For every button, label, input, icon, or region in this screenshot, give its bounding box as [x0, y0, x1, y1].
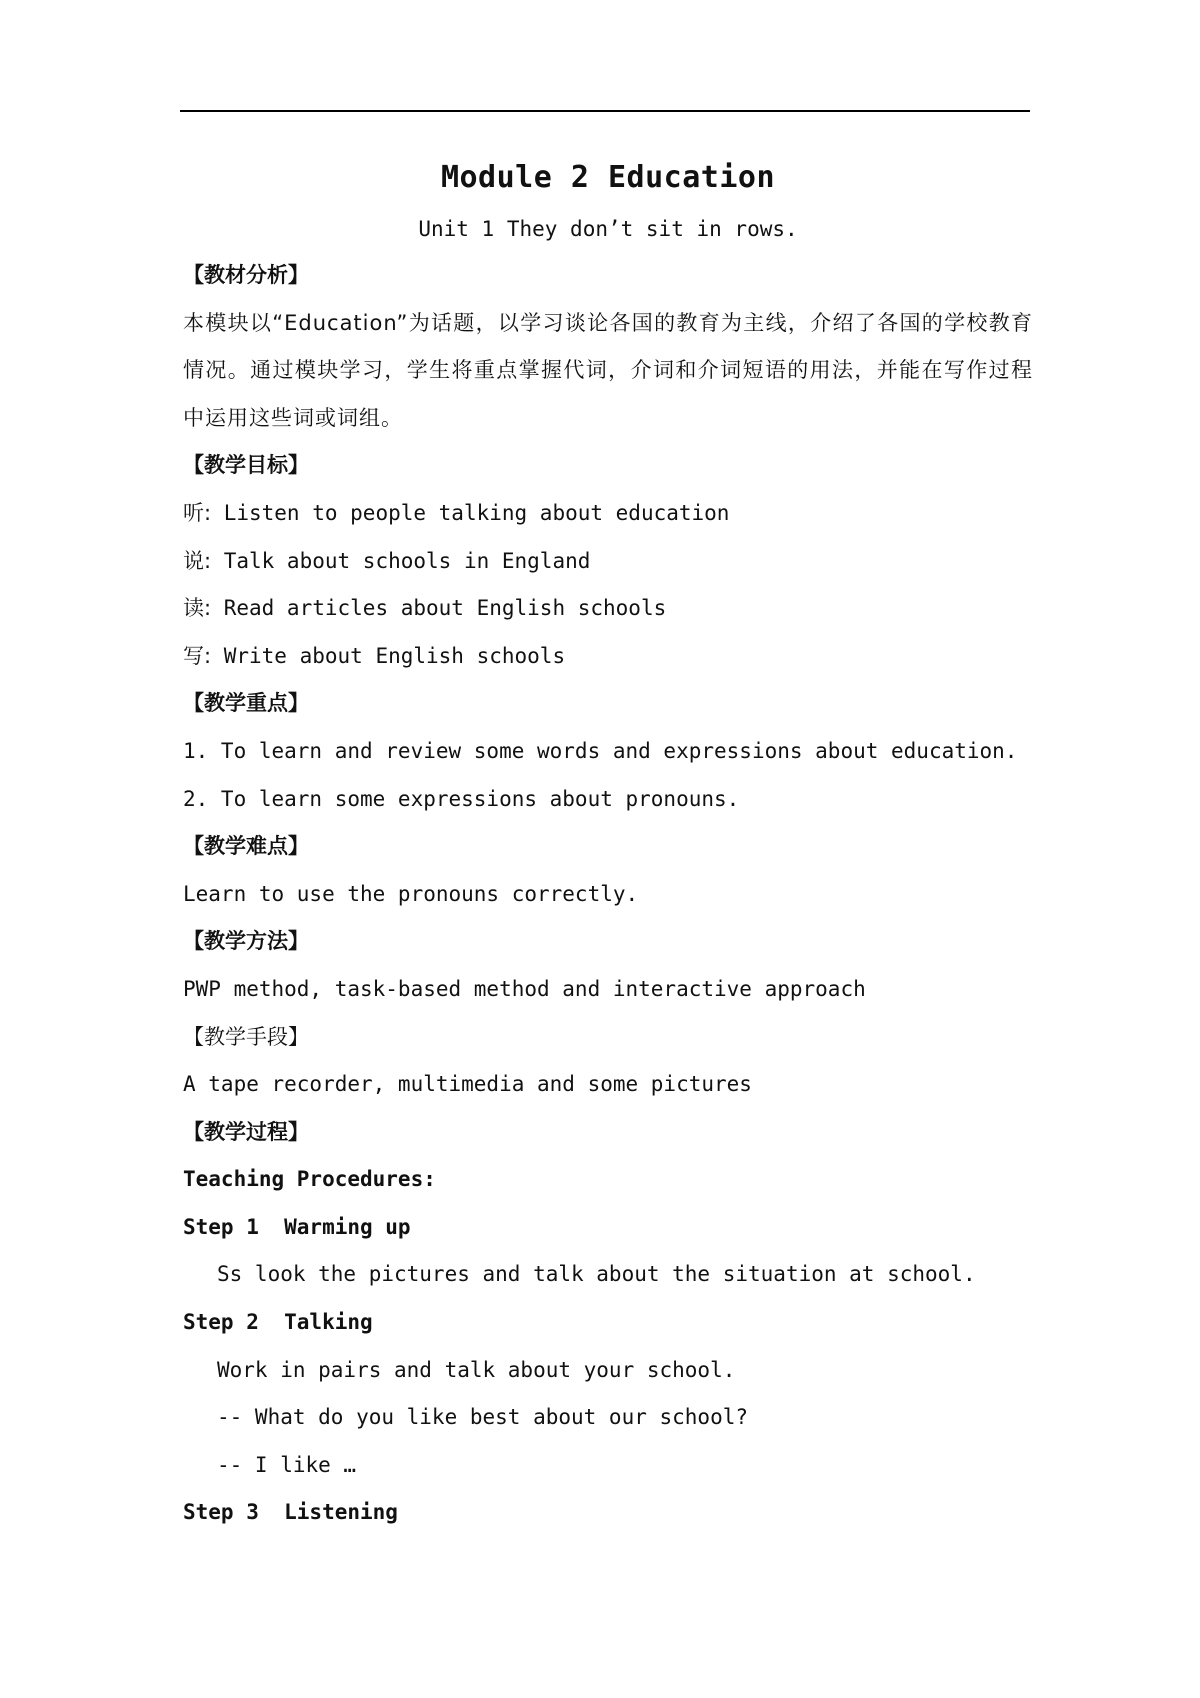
objective-write [183, 633, 1033, 681]
section-heading-process: 【教学过程】 [183, 1119, 309, 1144]
section-heading-methods: 【教学方法】 [183, 929, 309, 954]
methods-text: PWP method, task-based method and interactive approach [183, 976, 866, 1001]
objective-read [183, 585, 1033, 633]
difficulties-text: Learn to use the pronouns correctly. [183, 881, 639, 906]
objective-text: Listen to people talking about education [211, 500, 730, 525]
step-1-text: Ss look the pictures and talk about the situation at school. [217, 1262, 976, 1287]
analysis-text: 本模块以“Education”为话题，以学习谈论各国的教育为主线，介绍了各国的学校教育情况。通过模块学习，学生将重点掌握代词，介词和介词短语的用法，并能在写作过程中运用这些词或词组。 [183, 310, 1033, 430]
objective-label: 写: [183, 643, 212, 668]
section-heading-analysis: 【教材分析】 [183, 263, 309, 287]
objective-text: Talk about schools in England [211, 548, 591, 573]
objective-text: Write about English schools [211, 643, 566, 668]
teaching-procedures-label: Teaching Procedures: [183, 1167, 436, 1192]
section-heading-key-points: 【教学重点】 [183, 691, 309, 716]
step-2-title: Step 2 Talking [183, 1310, 373, 1335]
document-title: Module 2 Education [440, 160, 776, 195]
objective-label: 读: [183, 596, 212, 621]
step-3-title: Step 3 Listening [183, 1500, 398, 1525]
step-2-line-2: -- What do you like best about our school? [217, 1405, 749, 1430]
aids-text: A tape recorder, multimedia and some pictures [183, 1072, 752, 1097]
objective-speak [183, 538, 1033, 586]
objective-label: 听: [183, 500, 212, 525]
objective-text: Read articles about English schools [211, 596, 667, 621]
section-heading-difficulties: 【教学难点】 [183, 834, 309, 859]
section-heading-aids: 【教学手段】 [183, 1024, 309, 1049]
step-2-line-3: -- I like … [217, 1452, 357, 1477]
key-point-2: 2. To learn some expressions about pronouns. [183, 786, 740, 811]
key-point-1: 1. To learn and review some words and expressions about education. [183, 738, 1018, 763]
step-2-line-1: Work in pairs and talk about your school. [217, 1357, 736, 1382]
objective-listen [183, 490, 1033, 538]
header-rule [180, 110, 1030, 112]
document-body [183, 150, 1033, 1537]
document-subtitle: Unit 1 They don’t sit in rows. [418, 217, 798, 241]
section-heading-objectives: 【教学目标】 [183, 453, 309, 478]
objective-label: 说: [183, 548, 212, 573]
step-1-title: Step 1 Warming up [183, 1214, 411, 1239]
